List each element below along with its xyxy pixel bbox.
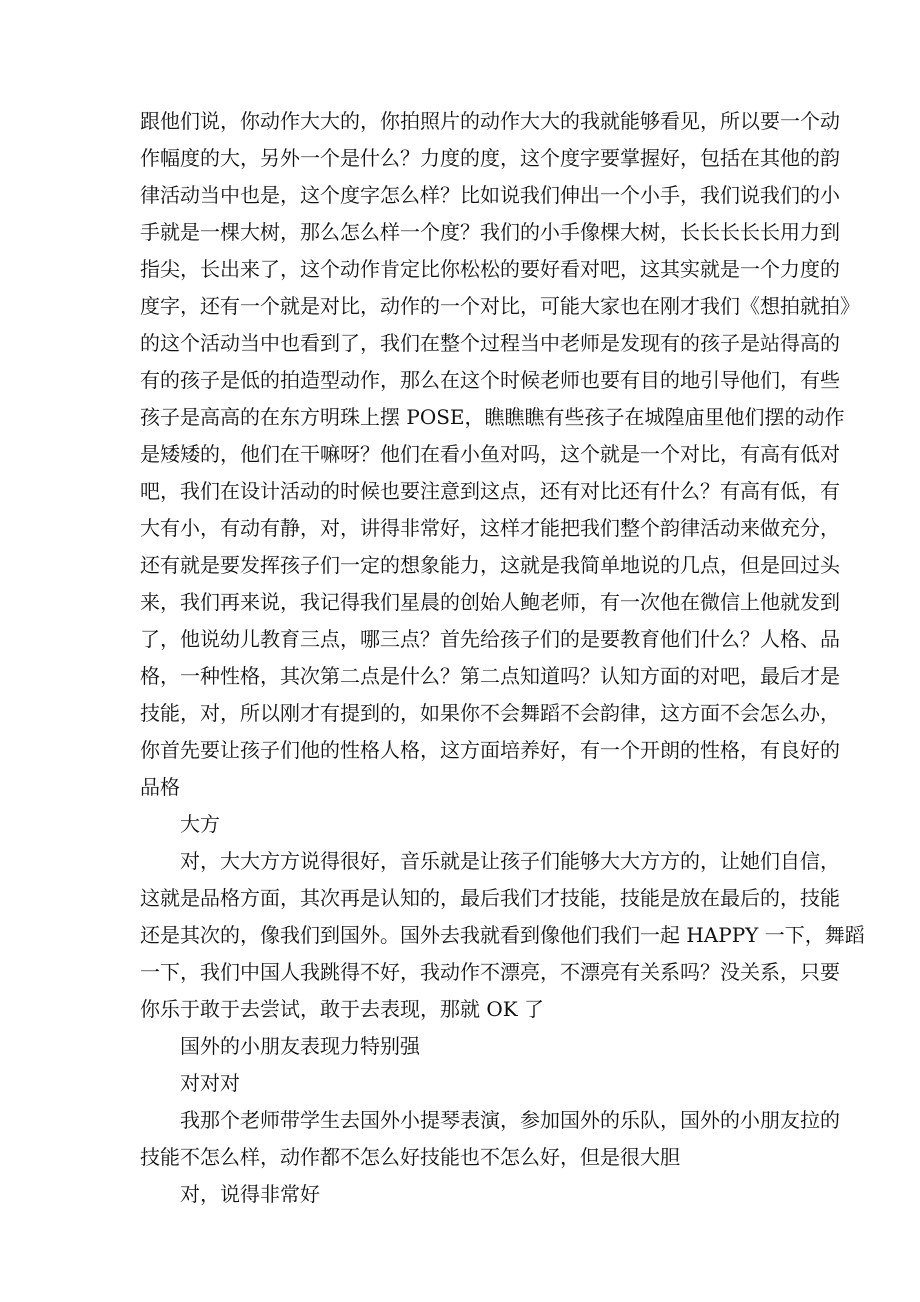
text-line: 你首先要让孩子们他的性格人格，这方面培养好，有一个开朗的性格，有良好的 xyxy=(140,738,840,762)
text-line: 技能不怎么样，动作都不怎么好技能也不怎么好，但是很大胆 xyxy=(140,1145,680,1169)
text-line: 对，大大方方说得很好，音乐就是让孩子们能够大大方方的，让她们自信， xyxy=(140,849,840,873)
text-line: 技能，对，所以刚才有提到的，如果你不会舞蹈不会韵律，这方面不会怎么办， xyxy=(140,701,840,725)
text-line: 品格 xyxy=(140,775,180,799)
text-line: 指尖，长出来了，这个动作肯定比你松松的要好看对吧，这其实就是一个力度的 xyxy=(140,257,840,281)
text-line: 度字，还有一个就是对比，动作的一个对比，可能大家也在刚才我们《想拍就拍》 xyxy=(140,294,860,318)
text-line: 我那个老师带学生去国外小提琴表演，参加国外的乐队，国外的小朋友拉的 xyxy=(140,1108,840,1132)
text-line: 格，一种性格，其次第二点是什么？第二点知道吗？认知方面的对吧，最后才是 xyxy=(140,664,840,688)
document-body xyxy=(140,103,865,1213)
text-line: 你乐于敢于去尝试，敢于去表现，那就 OK 了 xyxy=(140,997,545,1021)
text-line: 还有就是要发挥孩子们一定的想象能力，这就是我简单地说的几点，但是回过头 xyxy=(140,553,840,577)
text-line: 了，他说幼儿教育三点，哪三点？首先给孩子们的是要教育他们什么？人格、品 xyxy=(140,627,840,651)
text-line: 律活动当中也是，这个度字怎么样？比如说我们伸出一个小手，我们说我们的小 xyxy=(140,183,840,207)
paragraph-5: 对对对 xyxy=(180,1071,240,1095)
paragraph-7: 对，说得非常好 xyxy=(180,1182,320,1206)
text-line: 还是其次的，像我们到国外。国外去我就看到像他们我们一起 HAPPY 一下，舞蹈 xyxy=(140,923,865,947)
text-line: 孩子是高高的在东方明珠上摆 POSE，瞧瞧瞧有些孩子在城隍庙里他们摆的动作 xyxy=(140,405,845,429)
text-line: 有的孩子是低的拍造型动作，那么在这个时候老师也要有目的地引导他们，有些 xyxy=(140,368,840,392)
paragraph-6 xyxy=(140,1102,840,1176)
text-line: 跟他们说，你动作大大的，你拍照片的动作大大的我就能够看见，所以要一个动 xyxy=(140,109,840,133)
paragraph-4: 国外的小朋友表现力特别强 xyxy=(180,1034,420,1058)
paragraph-3 xyxy=(140,843,865,1028)
text-line: 是矮矮的，他们在干嘛呀？他们在看小鱼对吗，这个就是一个对比，有高有低对 xyxy=(140,442,840,466)
text-line: 手就是一棵大树，那么怎么样一个度？我们的小手像棵大树，长长长长长用力到 xyxy=(140,220,840,244)
paragraph-1 xyxy=(140,103,860,806)
paragraph-2: 大方 xyxy=(180,812,220,836)
text-line: 吧，我们在设计活动的时候也要注意到这点，还有对比还有什么？有高有低，有 xyxy=(140,479,840,503)
text-line: 一下，我们中国人我跳得不好，我动作不漂亮，不漂亮有关系吗？没关系，只要 xyxy=(140,960,840,984)
text-line: 这就是品格方面，其次再是认知的，最后我们才技能，技能是放在最后的，技能 xyxy=(140,886,840,910)
text-line: 来，我们再来说，我记得我们星晨的创始人鲍老师，有一次他在微信上他就发到 xyxy=(140,590,840,614)
text-line: 作幅度的大，另外一个是什么？力度的度，这个度字要掌握好，包括在其他的韵 xyxy=(140,146,840,170)
text-line: 大有小，有动有静，对，讲得非常好，这样才能把我们整个韵律活动来做充分， xyxy=(140,516,840,540)
text-line: 的这个活动当中也看到了，我们在整个过程当中老师是发现有的孩子是站得高的 xyxy=(140,331,840,355)
